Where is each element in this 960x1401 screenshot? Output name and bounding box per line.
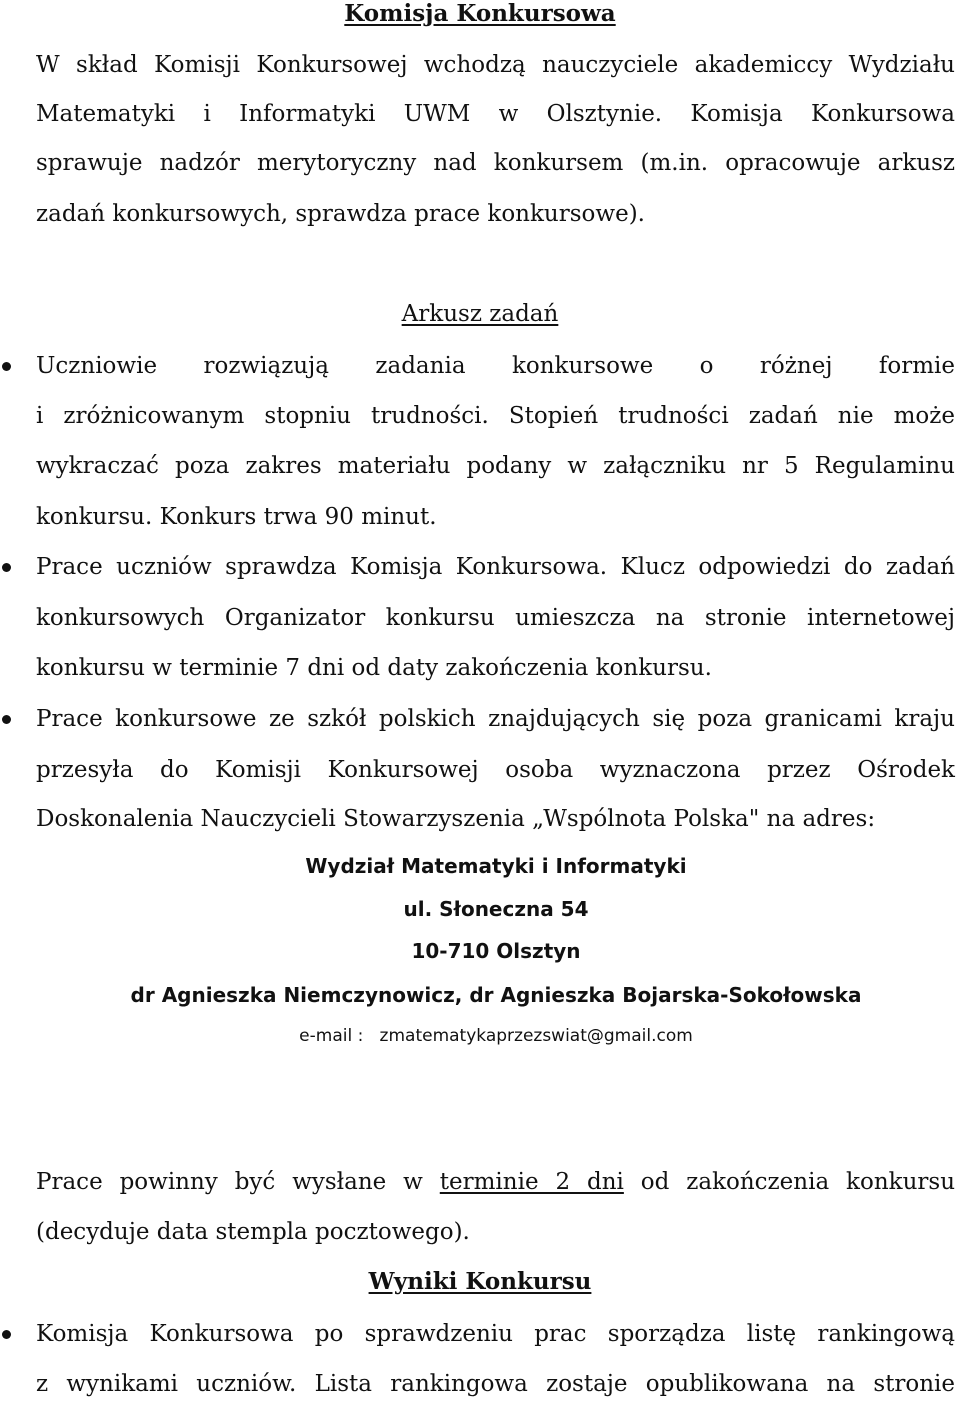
deadline-term: terminie 2 dni <box>439 1169 624 1195</box>
arkusz-b1-line-3: wykraczać poza zakres materiału podany w załączniku nr 5 Regulaminu <box>36 453 955 479</box>
komisja-heading: Komisja Konkursowa <box>344 0 616 27</box>
deadline-text-before: Prace powinny być wysłane w <box>36 1169 423 1195</box>
arkusz-b1-line-2: i zróżnicowanym stopniu trudności. Stopień trudności zadań nie może <box>36 403 955 429</box>
email-label: e-mail : <box>299 1026 364 1046</box>
email-row <box>0 1024 960 1048</box>
arkusz-b1-line-4: konkursu. Konkurs trwa 90 minut. <box>36 504 437 530</box>
address-faculty: Wydział Matematyki i Informatyki <box>305 854 687 878</box>
bullet-icon <box>2 563 11 572</box>
komisja-line-1: W skład Komisji Konkursowej wchodzą nauczyciele akademiccy Wydziału <box>36 52 955 78</box>
deadline-text-after: od zakończenia konkursu <box>640 1169 956 1195</box>
arkusz-heading: Arkusz zadań <box>401 301 559 327</box>
wyniki-b1-line-1: Komisja Konkursowa po sprawdzeniu prac sporządza listę rankingową <box>36 1321 955 1347</box>
komisja-line-4: zadań konkursowych, sprawdza prace konkursowe). <box>36 201 645 227</box>
komisja-line-2: Matematyki i Informatyki UWM w Olsztynie. Komisja Konkursowa <box>36 101 955 127</box>
deadline-line-1 <box>36 1167 955 1197</box>
bullet-icon <box>2 1330 11 1339</box>
arkusz-b2-line-2: konkursowych Organizator konkursu umieszcza na stronie internetowej <box>36 605 955 631</box>
arkusz-b2-line-1: Prace uczniów sprawdza Komisja Konkursowa. Klucz odpowiedzi do zadań <box>36 554 955 580</box>
address-street: ul. Słoneczna 54 <box>403 897 589 921</box>
arkusz-b3-line-2: przesyła do Komisji Konkursowej osoba wyznaczona przez Ośrodek <box>36 757 955 783</box>
bullet-icon <box>2 715 11 724</box>
bullet-icon <box>2 362 11 371</box>
deadline-line-2: (decyduje data stempla pocztowego). <box>36 1219 470 1245</box>
wyniki-heading: Wyniki Konkursu <box>368 1268 592 1295</box>
arkusz-b3-line-1: Prace konkursowe ze szkół polskich znajdujących się poza granicami kraju <box>36 706 955 732</box>
arkusz-b3-line-3: Doskonalenia Nauczycieli Stowarzyszenia „Wspólnota Polska" na adres: <box>36 806 876 832</box>
arkusz-b2-line-3: konkursu w terminie 7 dni od daty zakończenia konkursu. <box>36 655 712 681</box>
arkusz-b1-line-1: Uczniowie rozwiązują zadania konkursowe o różnej formie <box>36 353 955 379</box>
email-address[interactable]: zmatematykaprzezswiat@gmail.com <box>379 1026 693 1046</box>
komisja-line-3: sprawuje nadzór merytoryczny nad konkursem (m.in. opracowuje arkusz <box>36 150 955 176</box>
wyniki-b1-line-2: z wynikami uczniów. Lista rankingowa zostaje opublikowana na stronie <box>36 1371 955 1397</box>
address-people: dr Agnieszka Niemczynowicz, dr Agnieszka Bojarska-Sokołowska <box>130 983 862 1007</box>
address-city: 10-710 Olsztyn <box>411 939 581 963</box>
